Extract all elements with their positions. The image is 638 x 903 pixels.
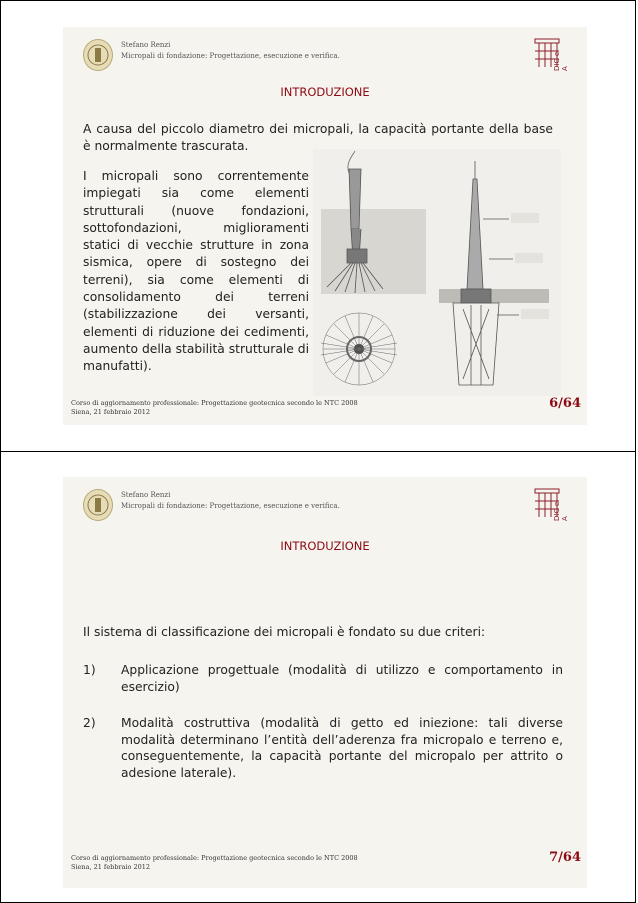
university-seal-icon [83, 489, 113, 521]
paragraph-base-capacity: A causa del piccolo diametro dei micropali, la capacità portante della base è normalmente trascurata. [83, 122, 553, 153]
micropile-drawings [313, 149, 561, 396]
criterion-text: Applicazione progettuale (modalità di utilizzo e comportamento in esercizio) [121, 663, 563, 694]
department-logo-icon [533, 37, 573, 71]
department-logo-icon [533, 487, 573, 521]
criterion-text: Modalità costruttiva (modalità di getto ed iniezione: tali diverse modalità determinano l’entità dell’aderenza fra micropalo e terreno e, conseguentemente, la capacità portante del micropalo per attrito o adesione laterale). [121, 716, 563, 780]
date-footer: Siena, 21 febbraio 2012 [71, 408, 151, 416]
slide-6 [63, 27, 587, 425]
slide-title: INTRODUZIONE [280, 85, 370, 99]
micropile-fan-diagram [321, 151, 426, 294]
course-footer: Corso di aggiornamento professionale: Progettazione geotecnica secondo le NTC 2008 [71, 854, 358, 862]
document-page-2 [0, 451, 636, 903]
author-name: Stefano Renzi [121, 491, 171, 499]
slide-7 [63, 477, 587, 888]
micropile-illustration [313, 149, 561, 396]
classification-intro: Il sistema di classificazione dei micropali è fondato su due criteri: [83, 625, 486, 639]
date-footer: Siena, 21 febbraio 2012 [71, 863, 151, 871]
criterion-number: 1) [83, 663, 96, 677]
criterion-number: 2) [83, 716, 96, 730]
course-subtitle: Micropali di fondazione: Progettazione, esecuzione e verifica. [121, 502, 340, 510]
tower-section-diagram [439, 161, 549, 385]
course-footer: Corso di aggiornamento professionale: Progettazione geotecnica secondo le NTC 2008 [71, 399, 358, 407]
page-number: 6/64 [549, 396, 581, 411]
document-page-1 [0, 0, 636, 452]
university-seal-icon [83, 39, 113, 71]
radial-pile-plan-diagram [321, 313, 397, 385]
paragraph-micropile-uses: I micropali sono correntemente impiegati sia come elementi strutturali (nuove fondazioni, sottofondazioni, miglioramenti statici di vecchie strutture in zona sismica, opere di sostegno dei terreni), sia come elementi di consolidamento dei terreni (stabilizzazione dei versanti, elementi di riduzione dei cedimenti, aumento della stabilità strutturale di manufatti). [83, 169, 309, 374]
author-name: Stefano Renzi [121, 41, 171, 49]
logo-text: DIC-e-A [553, 49, 569, 71]
course-subtitle: Micropali di fondazione: Progettazione, esecuzione e verifica. [121, 52, 340, 60]
logo-text: DIC-e-A [553, 499, 569, 521]
page-number: 7/64 [549, 850, 581, 865]
slide-title: INTRODUZIONE [280, 539, 370, 553]
